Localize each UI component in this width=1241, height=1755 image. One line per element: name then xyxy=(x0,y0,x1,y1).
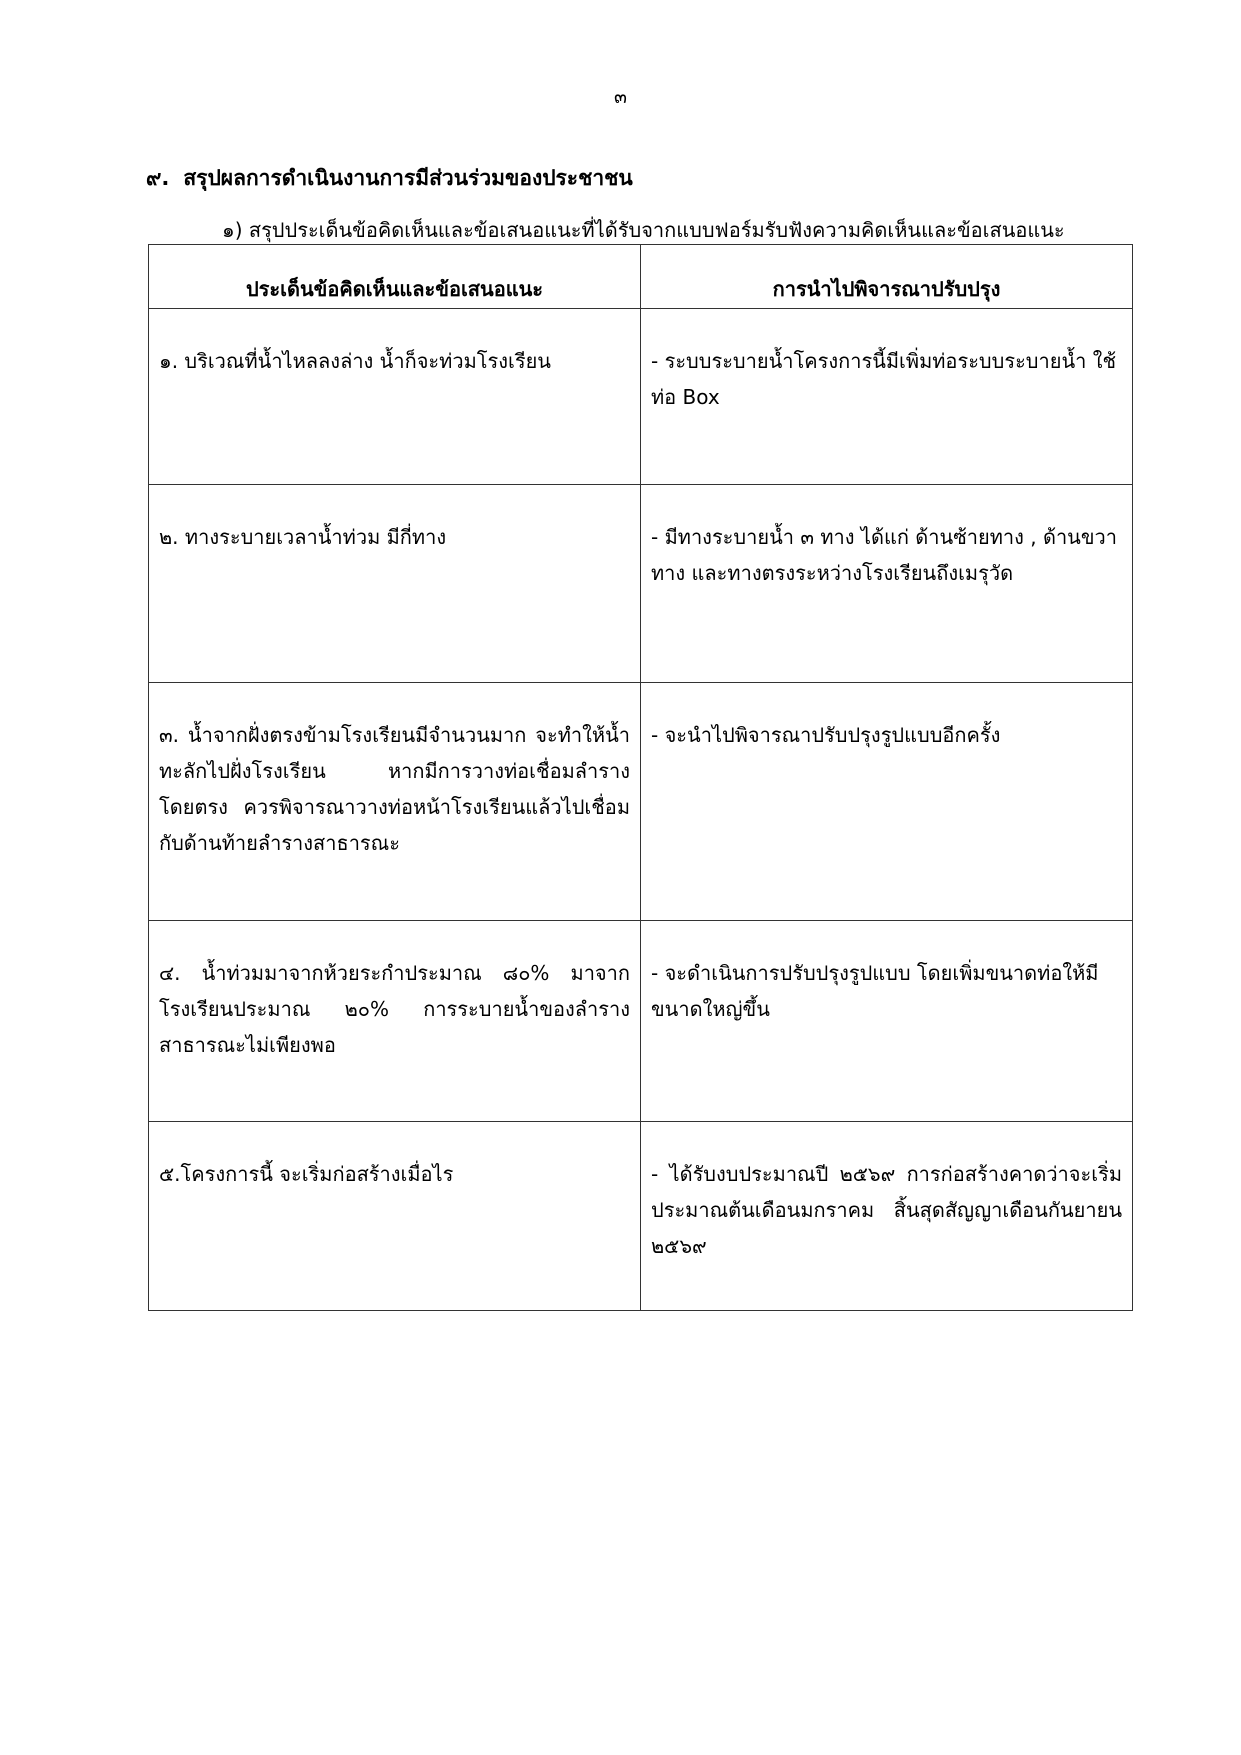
subtitle: ๑) สรุปประเด็นข้อคิดเห็นและข้อเสนอแนะที่ได้รับจากแบบฟอร์มรับฟังความคิดเห็นและข้อเสนอแนะ xyxy=(222,218,1065,242)
issue-cell: ๓. น้ำจากฝั่งตรงข้ามโรงเรียนมีจำนวนมาก จะทำให้น้ำทะลักไปฝั่งโรงเรียน หากมีการวางท่อเชื่อมลำรางโดยตรง ควรพิจารณาวางท่อหน้าโรงเรียนแล้วไปเชื่อมกับด้านท้ายลำรางสาธารณะ xyxy=(149,683,641,921)
section-title-text: สรุปผลการดำเนินงานการมีส่วนร่วมของประชาชน xyxy=(183,166,633,190)
section-title xyxy=(146,162,647,195)
response-cell: - ระบบระบายน้ำโครงการนี้มีเพิ่มท่อระบบระบายน้ำ ใช้ท่อ Box xyxy=(641,309,1133,485)
section-number: ๙. xyxy=(146,166,170,190)
table-row xyxy=(149,309,1133,485)
response-cell: - ได้รับงบประมาณปี ๒๕๖๙ การก่อสร้างคาดว่าจะเริ่มประมาณต้นเดือนมกราคม สิ้นสุดสัญญาเดือนกันยายน ๒๕๖๙ xyxy=(641,1122,1133,1311)
header-response: การนำไปพิจารณาปรับปรุง xyxy=(641,245,1133,309)
response-cell: - มีทางระบายน้ำ ๓ ทาง ได้แก่ ด้านซ้ายทาง , ด้านขวาทาง และทางตรงระหว่างโรงเรียนถึงเมรุวัด xyxy=(641,485,1133,683)
issue-cell: ๕.โครงการนี้ จะเริ่มก่อสร้างเมื่อไร xyxy=(149,1122,641,1311)
response-cell: - จะดำเนินการปรับปรุงรูปแบบ โดยเพิ่มขนาดท่อให้มีขนาดใหญ่ขึ้น xyxy=(641,921,1133,1122)
table-header-row xyxy=(149,245,1133,309)
table-row xyxy=(149,1122,1133,1311)
response-cell: - จะนำไปพิจารณาปรับปรุงรูปแบบอีกครั้ง xyxy=(641,683,1133,921)
table-row xyxy=(149,921,1133,1122)
issue-cell: ๑. บริเวณที่น้ำไหลลงล่าง น้ำก็จะท่วมโรงเรียน xyxy=(149,309,641,485)
issue-cell: ๔. น้ำท่วมมาจากห้วยระกำประมาณ ๘๐% มาจากโรงเรียนประมาณ ๒๐% การระบายน้ำของลำรางสาธารณะไม่เพียงพอ xyxy=(149,921,641,1122)
table-row xyxy=(149,683,1133,921)
issue-cell: ๒. ทางระบายเวลาน้ำท่วม มีกี่ทาง xyxy=(149,485,641,683)
page-number: ๓ xyxy=(614,86,627,108)
table-row xyxy=(149,485,1133,683)
feedback-table xyxy=(148,244,1133,1311)
header-issue: ประเด็นข้อคิดเห็นและข้อเสนอแนะ xyxy=(149,245,641,309)
